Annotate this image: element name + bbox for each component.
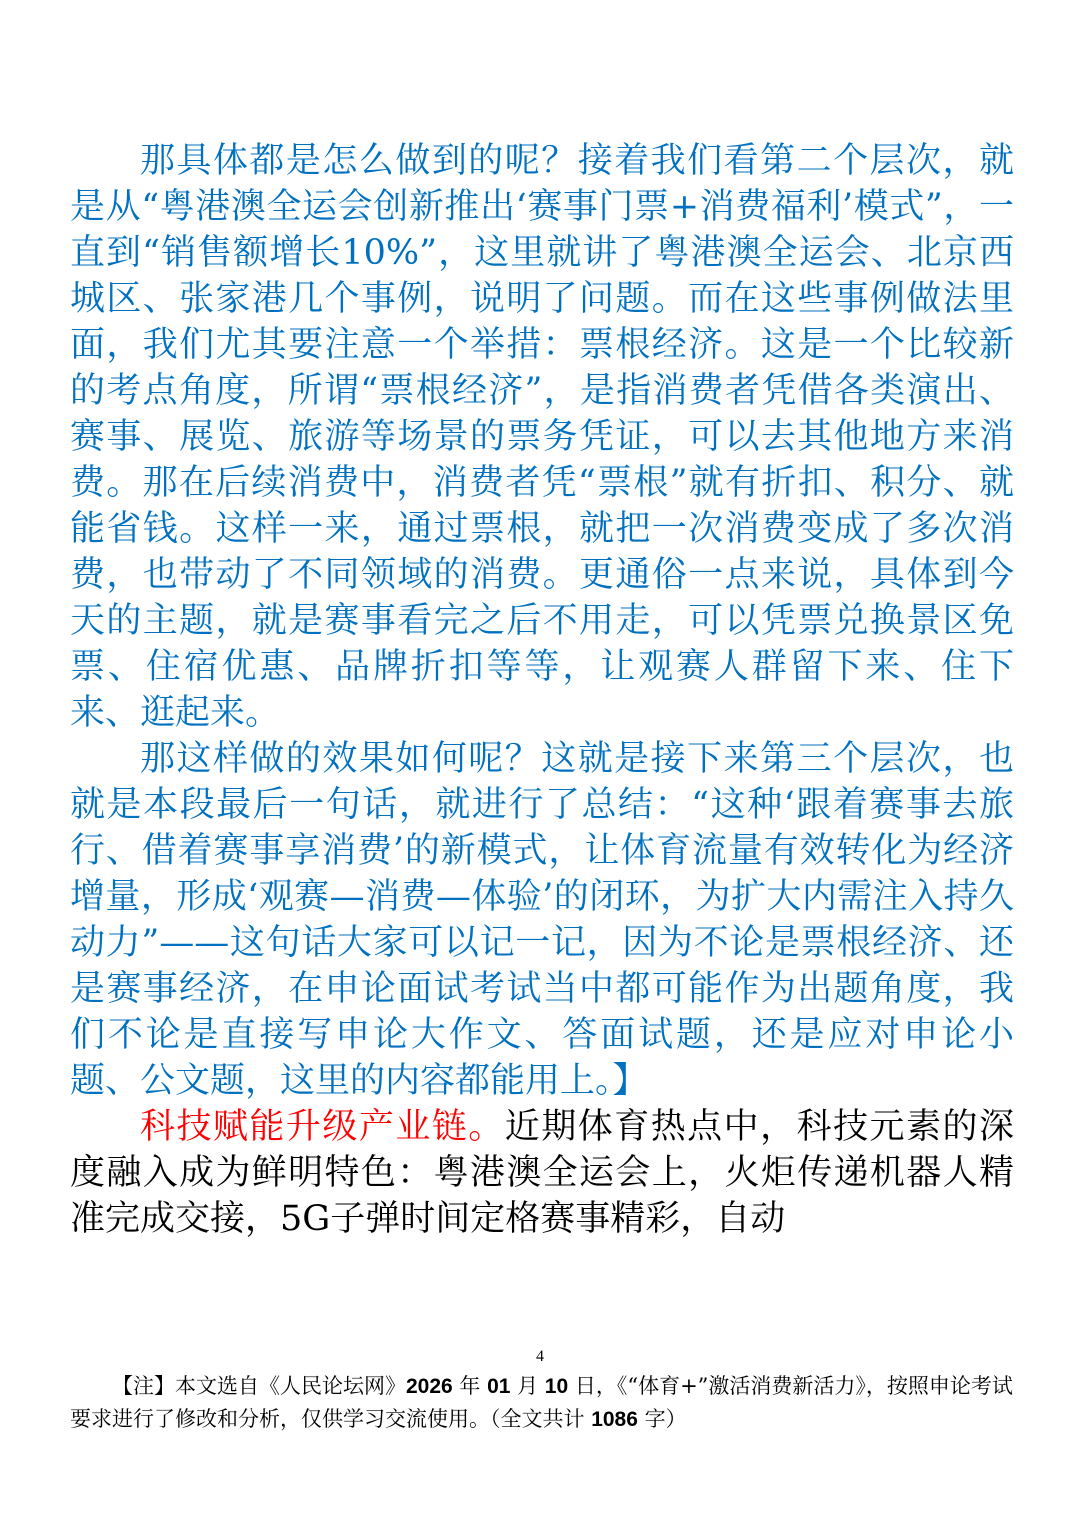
document-body [70, 138, 1014, 1242]
note-day: 10 [544, 1375, 569, 1398]
analysis-paragraph-second-level: 那具体都是怎么做到的呢？接着我们看第二个层次，就是从“粤港澳全运会创新推出‘赛事门票+消费福利’模式”，一直到“销售额增长10%”，这里就讲了粤港澳全运会、北京西城区、张家港几个事例，说明了问题。而在这些事例做法里面，我们尤其要注意一个举措：票根经济。这是一个比较新的考点角度，所谓“票根经济”，是指消费者凭借各类演出、赛事、展览、旅游等场景的票务凭证，可以去其他地方来消费。那在后续消费中，消费者凭“票根”就有折扣、积分、就能省钱。这样一来，通过票根，就把一次消费变成了多次消费，也带动了不同领域的消费。更通俗一点来说，具体到今天的主题，就是赛事看完之后不用走，可以凭票兑换景区免票、住宿优惠、品牌折扣等等，让观赛人群留下来、住下来、逛起来。 [70, 141, 1014, 733]
note-count-unit: 字） [637, 1407, 687, 1431]
note-word-count: 1086 [591, 1408, 638, 1431]
note-month: 01 [487, 1375, 511, 1398]
section-heading: 科技赋能升级产业链。 [140, 1107, 505, 1147]
note-usage-text: 按照申论考试要求进行了修改和分析，仅供学习交流使用。（全文共计 [70, 1374, 1013, 1431]
note-year: 2026 [406, 1375, 453, 1398]
analysis-paragraph-third-level: 那这样做的效果如何呢？这就是接下来第三个层次，也就是本段最后一句话，就进行了总结：“这种‘跟着赛事去旅行、借着赛事享消费’的新模式，让体育流量有效转化为经济增量，形成‘观赛—消费—体验’的闭环，为扩大内需注入持久动力”——这句话大家可以记一记，因为不论是票根经济、还是赛事经济，在申论面试考试当中都可能作为出题角度，我们不论是直接写申论大作文、答面试题，还是应对申论小题、公文题，这里的内容都能用上。】 [70, 739, 1014, 1101]
source-note-line-1 [70, 1370, 1014, 1436]
note-prefix: 【注】本文选自《人民论坛网》 [112, 1374, 406, 1398]
article-paragraph-technology [70, 1104, 1014, 1242]
article-paragraph-text: 近期体育热点中，科技元素的深度融入成为鲜明特色：粤港澳全运会上，火炬传递机器人精准完成交接，5G子弹时间定格赛事精彩，自动 [70, 1107, 1014, 1239]
page-number: 4 [536, 1348, 544, 1365]
note-year-unit: 年 [452, 1374, 488, 1398]
source-note [70, 1370, 1014, 1436]
note-month-unit: 月 [510, 1374, 545, 1398]
note-article-title: 《“体育+”激活消费新活力》， [616, 1374, 887, 1398]
note-day-unit: 日， [568, 1374, 617, 1398]
